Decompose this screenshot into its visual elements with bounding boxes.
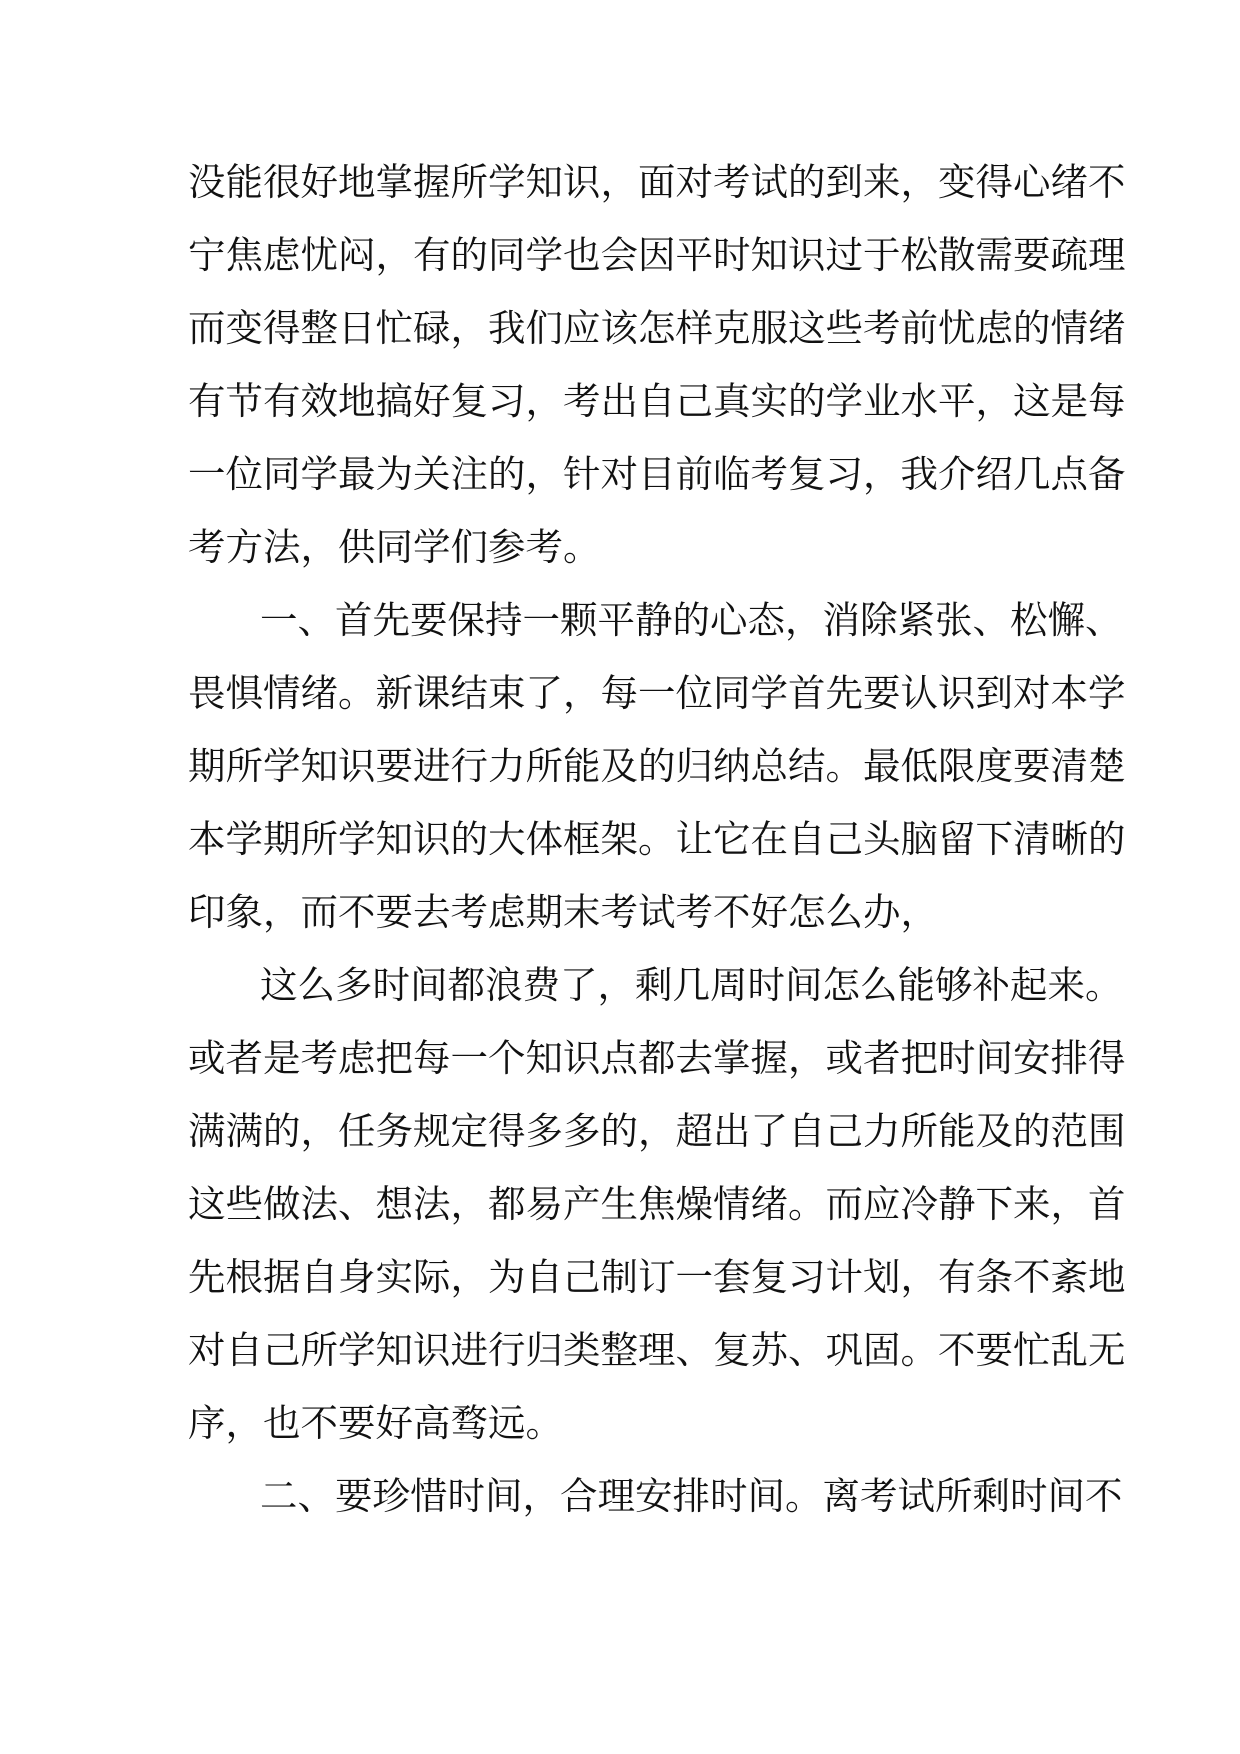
text-line: 先根据自身实际，为自己制订一套复习计划，有条不紊地 [188, 1255, 1126, 1299]
text-line: 印象，而不要去考虑期末考试考不好怎么办， [188, 890, 938, 934]
text-line: 序，也不要好高骛远。 [188, 1401, 563, 1445]
text-line: 一位同学最为关注的，针对目前临考复习，我介绍几点备 [188, 452, 1126, 496]
text-line: 没能很好地掌握所学知识，面对考试的到来，变得心绪不 [188, 160, 1126, 204]
text-line: 有节有效地搞好复习，考出自己真实的学业水平，这是每 [188, 379, 1126, 423]
text-line: 本学期所学知识的大体框架。让它在自己头脑留下清晰的 [188, 817, 1126, 861]
paragraph-heading-2: 二、要珍惜时间，合理安排时间。离考试所剩时间不 [260, 1474, 1123, 1518]
text-line: 这些做法、想法，都易产生焦燥情绪。而应冷静下来，首 [188, 1182, 1126, 1226]
text-line: 宁焦虑忧闷，有的同学也会因平时知识过于松散需要疏理 [188, 233, 1126, 277]
text-line: 期所学知识要进行力所能及的归纳总结。最低限度要清楚 [188, 744, 1126, 788]
text-line: 或者是考虑把每一个知识点都去掌握，或者把时间安排得 [188, 1036, 1126, 1080]
paragraph-heading-1: 一、首先要保持一颗平静的心态，消除紧张、松懈、 [260, 598, 1123, 642]
text-line: 满满的，任务规定得多多的，超出了自己力所能及的范围 [188, 1109, 1126, 1153]
text-line: 而变得整日忙碌，我们应该怎样克服这些考前忧虑的情绪 [188, 306, 1126, 350]
paragraph-start: 这么多时间都浪费了，剩几周时间怎么能够补起来。 [260, 963, 1123, 1007]
text-line: 对自己所学知识进行归类整理、复苏、巩固。不要忙乱无 [188, 1328, 1126, 1372]
text-line: 畏惧情绪。新课结束了，每一位同学首先要认识到对本学 [188, 671, 1126, 715]
text-line: 考方法，供同学们参考。 [188, 525, 601, 569]
